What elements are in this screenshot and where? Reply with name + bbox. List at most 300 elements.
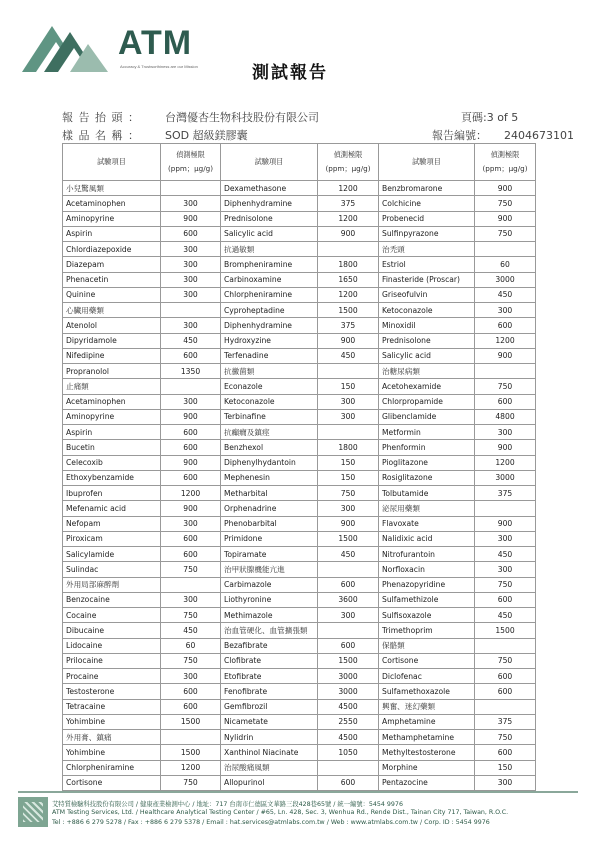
item-cell: Tetracaine bbox=[63, 699, 161, 714]
item-cell: Benzocaine bbox=[63, 592, 161, 607]
item-cell: Griseofulvin bbox=[379, 287, 475, 302]
mountain-logo-icon bbox=[22, 22, 114, 74]
item-cell: Terfenadine bbox=[221, 348, 318, 363]
limit-cell: 1800 bbox=[318, 257, 379, 272]
limit-cell bbox=[318, 425, 379, 440]
item-cell: Ibuprofen bbox=[63, 486, 161, 501]
limit-cell bbox=[161, 303, 221, 318]
item-cell: Cortisone bbox=[63, 775, 161, 790]
table-row bbox=[63, 455, 536, 470]
sample-label: 樣 品 名 稱 ： bbox=[62, 129, 140, 142]
category-cell: 心臟用藥類 bbox=[63, 303, 161, 318]
item-cell: Ketoconazole bbox=[221, 394, 318, 409]
table-row bbox=[63, 745, 536, 760]
item-cell: Phenazopyridine bbox=[379, 577, 475, 592]
limit-cell: 150 bbox=[318, 470, 379, 485]
limit-cell: 300 bbox=[161, 287, 221, 302]
item-cell: Yohimbine bbox=[63, 745, 161, 760]
limit-cell: 1500 bbox=[161, 714, 221, 729]
limit-cell bbox=[161, 730, 221, 745]
item-cell: Colchicine bbox=[379, 196, 475, 211]
item-cell: Prednisolone bbox=[379, 333, 475, 348]
footer-line-2: ATM Testing Services, Ltd. / Healthcare Analytical Testing Center / #65, Ln. 428, Sec. 3, Wenhua Rd., Rende Dist., Tainan City 717, Taiwan, R.O.C. bbox=[52, 809, 509, 816]
limit-cell bbox=[318, 364, 379, 379]
limit-cell bbox=[318, 242, 379, 257]
footer-seal-icon bbox=[18, 797, 48, 827]
item-cell: Salicylic acid bbox=[379, 348, 475, 363]
item-cell: Atenolol bbox=[63, 318, 161, 333]
table-row bbox=[63, 394, 536, 409]
limit-cell: 60 bbox=[475, 257, 536, 272]
table-row bbox=[63, 318, 536, 333]
limit-cell: 3000 bbox=[318, 684, 379, 699]
limit-cell: 300 bbox=[475, 303, 536, 318]
header-limit: 偵測極限 (ppm；μg/g) bbox=[475, 144, 536, 181]
table-row bbox=[63, 425, 536, 440]
limit-cell: 1200 bbox=[318, 211, 379, 226]
category-cell: 抗過敏類 bbox=[221, 242, 318, 257]
item-cell: Ketoconazole bbox=[379, 303, 475, 318]
page-number: 頁碼:3 of 5 bbox=[461, 111, 519, 124]
limit-cell: 750 bbox=[475, 196, 536, 211]
limit-cell: 450 bbox=[318, 348, 379, 363]
limit-cell: 600 bbox=[161, 470, 221, 485]
item-cell: Hydroxyzine bbox=[221, 333, 318, 348]
table-row bbox=[63, 730, 536, 745]
table-row bbox=[63, 440, 536, 455]
limit-cell: 1200 bbox=[475, 455, 536, 470]
limit-cell bbox=[318, 623, 379, 638]
category-cell: 興奮、迷幻藥類 bbox=[379, 699, 475, 714]
limit-cell: 900 bbox=[475, 181, 536, 196]
client-label: 報 告 抬 頭 ： bbox=[62, 111, 140, 124]
sample-row bbox=[62, 127, 248, 143]
limit-cell: 450 bbox=[475, 547, 536, 562]
item-cell: Morphine bbox=[379, 760, 475, 775]
footer-divider bbox=[18, 791, 578, 793]
item-cell: Sulindac bbox=[63, 562, 161, 577]
table-row bbox=[63, 623, 536, 638]
item-cell: Flavoxate bbox=[379, 516, 475, 531]
limit-cell: 1500 bbox=[318, 303, 379, 318]
item-cell: Econazole bbox=[221, 379, 318, 394]
item-cell: Yohimbine bbox=[63, 714, 161, 729]
item-cell: Acetohexamide bbox=[379, 379, 475, 394]
item-cell: Terbinafine bbox=[221, 409, 318, 424]
limit-cell: 4500 bbox=[318, 699, 379, 714]
item-cell: Methamphetamine bbox=[379, 730, 475, 745]
item-cell: Sulfamethizole bbox=[379, 592, 475, 607]
limit-cell: 900 bbox=[161, 501, 221, 516]
table-row bbox=[63, 562, 536, 577]
item-cell: Rosiglitazone bbox=[379, 470, 475, 485]
table-row bbox=[63, 211, 536, 226]
limit-cell: 450 bbox=[475, 287, 536, 302]
limit-cell: 600 bbox=[475, 318, 536, 333]
item-cell: Gemfibrozil bbox=[221, 699, 318, 714]
table-row bbox=[63, 409, 536, 424]
table-row bbox=[63, 592, 536, 607]
item-cell: Finasteride (Proscar) bbox=[379, 272, 475, 287]
limit-cell: 3000 bbox=[475, 272, 536, 287]
limit-cell: 750 bbox=[161, 775, 221, 790]
table-header-row bbox=[63, 144, 536, 181]
category-cell: 小兒驚風類 bbox=[63, 181, 161, 196]
table-row bbox=[63, 486, 536, 501]
table-row bbox=[63, 364, 536, 379]
limit-cell bbox=[161, 379, 221, 394]
table-row bbox=[63, 775, 536, 790]
table-row bbox=[63, 501, 536, 516]
table-row bbox=[63, 714, 536, 729]
category-cell: 治尿酸痛風類 bbox=[221, 760, 318, 775]
item-cell: Allopurinol bbox=[221, 775, 318, 790]
limit-cell: 300 bbox=[161, 242, 221, 257]
item-cell: Trimethoprim bbox=[379, 623, 475, 638]
item-cell: Celecoxib bbox=[63, 455, 161, 470]
table-row bbox=[63, 226, 536, 241]
limit-cell: 150 bbox=[318, 455, 379, 470]
limit-cell: 300 bbox=[161, 318, 221, 333]
item-cell: Nitrofurantoin bbox=[379, 547, 475, 562]
limit-cell: 1350 bbox=[161, 364, 221, 379]
item-cell: Brompheniramine bbox=[221, 257, 318, 272]
limit-cell: 600 bbox=[475, 669, 536, 684]
item-cell: Acetaminophen bbox=[63, 196, 161, 211]
category-cell: 治血管硬化、血管擴張類 bbox=[221, 623, 318, 638]
report-title: 測試報告 bbox=[252, 63, 328, 83]
limit-cell: 375 bbox=[318, 318, 379, 333]
limit-cell: 300 bbox=[475, 425, 536, 440]
item-cell: Tolbutamide bbox=[379, 486, 475, 501]
limit-cell: 600 bbox=[161, 425, 221, 440]
item-cell: Diphenylhydantoin bbox=[221, 455, 318, 470]
limit-cell: 600 bbox=[161, 531, 221, 546]
limit-cell: 600 bbox=[161, 547, 221, 562]
item-cell: Nicametate bbox=[221, 714, 318, 729]
table-row bbox=[63, 181, 536, 196]
item-cell: Amphetamine bbox=[379, 714, 475, 729]
table-row bbox=[63, 608, 536, 623]
item-cell: Aminopyrine bbox=[63, 409, 161, 424]
header-limit: 偵測極限 (ppm；μg/g) bbox=[318, 144, 379, 181]
item-cell: Lidocaine bbox=[63, 638, 161, 653]
limit-cell: 300 bbox=[318, 501, 379, 516]
limit-cell: 1200 bbox=[475, 333, 536, 348]
limit-cell: 300 bbox=[161, 592, 221, 607]
limit-cell: 375 bbox=[475, 714, 536, 729]
item-cell: Chlorpheniramine bbox=[63, 760, 161, 775]
limit-cell: 4500 bbox=[318, 730, 379, 745]
item-cell: Probenecid bbox=[379, 211, 475, 226]
limit-cell: 300 bbox=[318, 394, 379, 409]
table-row bbox=[63, 287, 536, 302]
category-cell: 抗黴菌類 bbox=[221, 364, 318, 379]
limit-cell: 900 bbox=[318, 516, 379, 531]
item-cell: Metformin bbox=[379, 425, 475, 440]
footer-line-3: Tel : +886 6 279 5278 / Fax : +886 6 279 5378 / Email : hat.services@atmlabs.com.tw / Web : www.atmlabs.com.tw / Corp. ID : 5454 9976 bbox=[52, 819, 490, 826]
table-row bbox=[63, 303, 536, 318]
limit-cell: 750 bbox=[475, 226, 536, 241]
brand-tagline: Accuracy & Trustworthiness are our Mission bbox=[120, 64, 198, 69]
table-row bbox=[63, 333, 536, 348]
limit-cell: 600 bbox=[161, 684, 221, 699]
limit-cell: 750 bbox=[475, 379, 536, 394]
limit-cell: 900 bbox=[318, 333, 379, 348]
report-number-label: 報告編號： bbox=[432, 129, 487, 142]
limit-cell: 300 bbox=[475, 531, 536, 546]
item-cell: Prilocaine bbox=[63, 653, 161, 668]
category-cell: 抗癲癇及鎮痙 bbox=[221, 425, 318, 440]
limit-cell: 300 bbox=[161, 196, 221, 211]
limit-cell: 600 bbox=[475, 592, 536, 607]
limit-cell: 900 bbox=[475, 440, 536, 455]
limit-cell: 1500 bbox=[475, 623, 536, 638]
table-row bbox=[63, 699, 536, 714]
header-item: 試驗項目 bbox=[221, 144, 318, 181]
item-cell: Estriol bbox=[379, 257, 475, 272]
limit-cell: 900 bbox=[318, 226, 379, 241]
item-cell: Chlorpropamide bbox=[379, 394, 475, 409]
item-cell: Metharbital bbox=[221, 486, 318, 501]
limit-cell: 450 bbox=[161, 333, 221, 348]
item-cell: Aspirin bbox=[63, 425, 161, 440]
limit-cell: 600 bbox=[161, 440, 221, 455]
limit-cell: 600 bbox=[318, 775, 379, 790]
client-name: 台灣優杏生物科技股份有限公司 bbox=[165, 111, 319, 124]
header-item: 試驗項目 bbox=[63, 144, 161, 181]
limit-cell bbox=[161, 577, 221, 592]
limit-cell: 600 bbox=[161, 226, 221, 241]
company-logo bbox=[22, 20, 222, 80]
item-cell: Salicylamide bbox=[63, 547, 161, 562]
item-cell: Mephenesin bbox=[221, 470, 318, 485]
item-cell: Diphenhydramine bbox=[221, 318, 318, 333]
item-cell: Pioglitazone bbox=[379, 455, 475, 470]
item-cell: Phenacetin bbox=[63, 272, 161, 287]
header-item: 試驗項目 bbox=[379, 144, 475, 181]
item-cell: Carbinoxamine bbox=[221, 272, 318, 287]
limit-cell: 300 bbox=[318, 409, 379, 424]
table-row bbox=[63, 272, 536, 287]
limit-cell: 750 bbox=[475, 730, 536, 745]
item-cell: Minoxidil bbox=[379, 318, 475, 333]
item-cell: Primidone bbox=[221, 531, 318, 546]
item-cell: Dibucaine bbox=[63, 623, 161, 638]
limit-cell: 1500 bbox=[318, 653, 379, 668]
limit-cell: 1650 bbox=[318, 272, 379, 287]
item-cell: Nylidrin bbox=[221, 730, 318, 745]
table-row bbox=[63, 257, 536, 272]
limit-cell: 900 bbox=[161, 211, 221, 226]
limit-cell: 60 bbox=[161, 638, 221, 653]
limit-cell: 600 bbox=[475, 745, 536, 760]
limit-cell: 3600 bbox=[318, 592, 379, 607]
item-cell: Bezafibrate bbox=[221, 638, 318, 653]
limit-cell: 300 bbox=[318, 608, 379, 623]
table-row bbox=[63, 669, 536, 684]
header-limit: 偵測極限 (ppm；μg/g) bbox=[161, 144, 221, 181]
limit-cell: 3000 bbox=[318, 669, 379, 684]
limit-cell: 1200 bbox=[161, 486, 221, 501]
limit-cell bbox=[475, 501, 536, 516]
item-cell: Methimazole bbox=[221, 608, 318, 623]
item-cell: Diazepam bbox=[63, 257, 161, 272]
table-row bbox=[63, 531, 536, 546]
sample-name: SOD 超級鎂膠囊 bbox=[165, 129, 248, 142]
limit-cell: 1200 bbox=[318, 287, 379, 302]
limit-cell: 750 bbox=[161, 608, 221, 623]
limit-cell: 150 bbox=[318, 379, 379, 394]
item-cell: Cortisone bbox=[379, 653, 475, 668]
test-results-table bbox=[62, 143, 536, 791]
report-number-row bbox=[432, 127, 574, 143]
item-cell: Nefopam bbox=[63, 516, 161, 531]
item-cell: Diphenhydramine bbox=[221, 196, 318, 211]
item-cell: Dipyridamole bbox=[63, 333, 161, 348]
item-cell: Diclofenac bbox=[379, 669, 475, 684]
limit-cell: 375 bbox=[475, 486, 536, 501]
limit-cell: 900 bbox=[161, 409, 221, 424]
item-cell: Methyltestosterone bbox=[379, 745, 475, 760]
limit-cell: 600 bbox=[161, 348, 221, 363]
category-cell: 治禿頭 bbox=[379, 242, 475, 257]
category-cell: 治糖尿病類 bbox=[379, 364, 475, 379]
limit-cell: 750 bbox=[318, 486, 379, 501]
limit-cell: 300 bbox=[161, 394, 221, 409]
limit-cell bbox=[475, 699, 536, 714]
category-cell: 保骼類 bbox=[379, 638, 475, 653]
item-cell: Sulfinpyrazone bbox=[379, 226, 475, 241]
limit-cell: 450 bbox=[475, 608, 536, 623]
limit-cell: 150 bbox=[475, 760, 536, 775]
limit-cell bbox=[318, 760, 379, 775]
item-cell: Liothyronine bbox=[221, 592, 318, 607]
item-cell: Mefenamic acid bbox=[63, 501, 161, 516]
limit-cell: 750 bbox=[475, 577, 536, 592]
item-cell: Glibenclamide bbox=[379, 409, 475, 424]
brand-name: ATM bbox=[118, 24, 193, 62]
limit-cell: 450 bbox=[318, 547, 379, 562]
item-cell: Carbimazole bbox=[221, 577, 318, 592]
item-cell: Dexamethasone bbox=[221, 181, 318, 196]
client-row bbox=[62, 109, 319, 125]
limit-cell: 750 bbox=[161, 562, 221, 577]
table-row bbox=[63, 638, 536, 653]
item-cell: Fenofibrate bbox=[221, 684, 318, 699]
item-cell: Chlorpheniramine bbox=[221, 287, 318, 302]
limit-cell: 300 bbox=[161, 272, 221, 287]
table-row bbox=[63, 760, 536, 775]
limit-cell: 600 bbox=[475, 394, 536, 409]
limit-cell: 1200 bbox=[318, 181, 379, 196]
item-cell: Phenobarbital bbox=[221, 516, 318, 531]
table-row bbox=[63, 470, 536, 485]
item-cell: Etofibrate bbox=[221, 669, 318, 684]
limit-cell bbox=[475, 364, 536, 379]
item-cell: Phenformin bbox=[379, 440, 475, 455]
limit-cell: 1500 bbox=[161, 745, 221, 760]
table-row bbox=[63, 653, 536, 668]
limit-cell: 1800 bbox=[318, 440, 379, 455]
footer-line-1: 艾特質檢驗科技股份有限公司 / 健康產業檢測中心 / 地址：717 台南市仁德區文華路三段428巷65號 / 統一編號：5454 9976 bbox=[52, 801, 403, 808]
table-row bbox=[63, 547, 536, 562]
limit-cell: 600 bbox=[318, 577, 379, 592]
item-cell: Topiramate bbox=[221, 547, 318, 562]
limit-cell: 300 bbox=[161, 257, 221, 272]
item-cell: Salicylic acid bbox=[221, 226, 318, 241]
item-cell: Orphenadrine bbox=[221, 501, 318, 516]
item-cell: Propranolol bbox=[63, 364, 161, 379]
item-cell: Prednisolone bbox=[221, 211, 318, 226]
item-cell: Testosterone bbox=[63, 684, 161, 699]
item-cell: Chlordiazepoxide bbox=[63, 242, 161, 257]
report-number: 2404673101 bbox=[504, 129, 574, 142]
item-cell: Ethoxybenzamide bbox=[63, 470, 161, 485]
item-cell: Nalidixic acid bbox=[379, 531, 475, 546]
item-cell: Sulfisoxazole bbox=[379, 608, 475, 623]
limit-cell: 1050 bbox=[318, 745, 379, 760]
item-cell: Cyproheptadine bbox=[221, 303, 318, 318]
item-cell: Xanthinol Niacinate bbox=[221, 745, 318, 760]
limit-cell: 1200 bbox=[161, 760, 221, 775]
category-cell: 治甲狀腺機能亢進 bbox=[221, 562, 318, 577]
limit-cell: 375 bbox=[318, 196, 379, 211]
limit-cell: 600 bbox=[475, 684, 536, 699]
limit-cell: 300 bbox=[475, 562, 536, 577]
limit-cell bbox=[161, 181, 221, 196]
item-cell: Benzbromarone bbox=[379, 181, 475, 196]
item-cell: Acetaminophen bbox=[63, 394, 161, 409]
limit-cell: 750 bbox=[475, 653, 536, 668]
table-row bbox=[63, 379, 536, 394]
limit-cell bbox=[475, 242, 536, 257]
table-row bbox=[63, 684, 536, 699]
item-cell: Benzhexol bbox=[221, 440, 318, 455]
limit-cell: 900 bbox=[161, 455, 221, 470]
limit-cell bbox=[318, 562, 379, 577]
limit-cell: 600 bbox=[161, 699, 221, 714]
limit-cell: 300 bbox=[161, 516, 221, 531]
table-row bbox=[63, 348, 536, 363]
item-cell: Aspirin bbox=[63, 226, 161, 241]
item-cell: Sulfamethoxazole bbox=[379, 684, 475, 699]
table-row bbox=[63, 196, 536, 211]
category-cell: 泌尿用藥類 bbox=[379, 501, 475, 516]
item-cell: Aminopyrine bbox=[63, 211, 161, 226]
item-cell: Bucetin bbox=[63, 440, 161, 455]
limit-cell: 3000 bbox=[475, 470, 536, 485]
item-cell: Nifedipine bbox=[63, 348, 161, 363]
item-cell: Norfloxacin bbox=[379, 562, 475, 577]
limit-cell: 900 bbox=[475, 348, 536, 363]
limit-cell: 900 bbox=[475, 211, 536, 226]
limit-cell: 900 bbox=[475, 516, 536, 531]
limit-cell: 4800 bbox=[475, 409, 536, 424]
table-row bbox=[63, 242, 536, 257]
limit-cell: 750 bbox=[161, 653, 221, 668]
limit-cell: 300 bbox=[475, 775, 536, 790]
category-cell: 止痛類 bbox=[63, 379, 161, 394]
item-cell: Cocaine bbox=[63, 608, 161, 623]
limit-cell: 1500 bbox=[318, 531, 379, 546]
limit-cell: 300 bbox=[161, 669, 221, 684]
limit-cell: 600 bbox=[318, 638, 379, 653]
limit-cell bbox=[475, 638, 536, 653]
limit-cell: 2550 bbox=[318, 714, 379, 729]
limit-cell: 450 bbox=[161, 623, 221, 638]
table-row bbox=[63, 577, 536, 592]
